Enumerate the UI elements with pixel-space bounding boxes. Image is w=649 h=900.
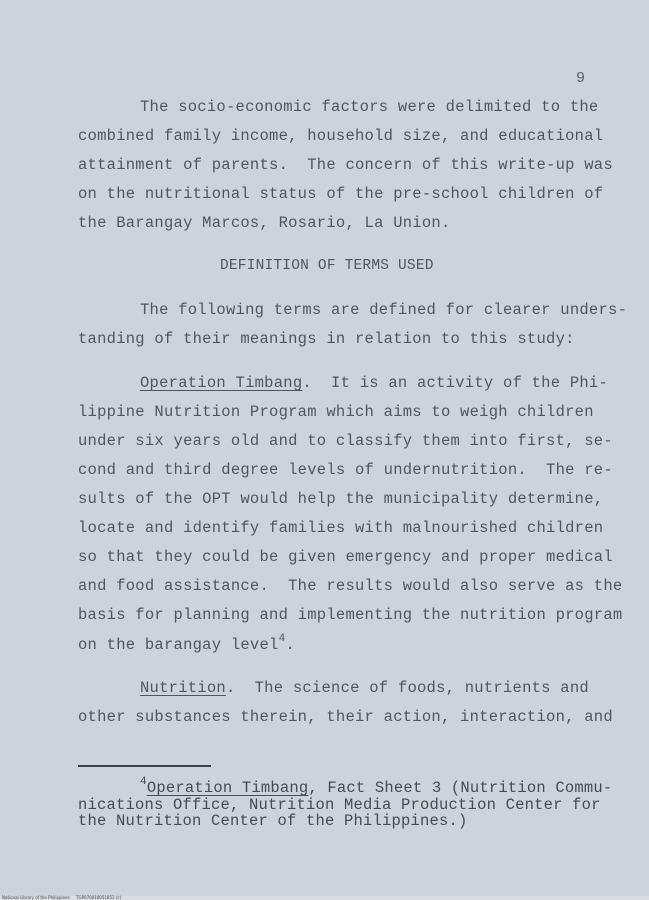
definition-line: other substances therein, their action, interaction, and [78,708,613,726]
definition-line: under six years old and to classify them into first, se- [78,432,613,450]
definition-last-line: on the barangay level$^4$. [78,633,296,654]
definition-line: cond and third degree levels of undernutrition. The re- [78,461,613,479]
footnote-text: , Fact Sheet 3 (Nutrition Commu- [308,779,613,797]
footnote-title: Operation Timbang [146,779,309,797]
scan-credit: National Library of the Philippines TGP070010051853 (c) [2,895,122,900]
term-name: Operation Timbang [140,374,303,392]
page-number: 9 [576,70,586,87]
definition-line: so that they could be given emergency and proper medical [78,548,613,566]
definition-line: lippine Nutrition Program which aims to weigh children [78,403,594,421]
definition-line: basis for planning and implementing the nutrition program [78,606,623,624]
footnote-number: 4 [140,776,147,788]
footnote-divider [78,765,211,767]
footnote-reference[interactable]: 4 [278,633,286,645]
paragraph-line: the Barangay Marcos, Rosario, La Union. [78,214,451,232]
definition-text: on the barangay level [78,636,279,654]
definition-text: . It is an activity of the Phi- [302,374,609,392]
paragraph-line: The following terms are defined for clearer unders- [140,301,628,319]
definition-line: locate and identify families with malnourished children [78,519,604,537]
paragraph-line: attainment of parents. The concern of this write-up was [78,156,613,174]
paragraph-line: on the nutritional status of the pre-school children of [78,185,604,203]
footnote-line: nications Office, Nutrition Media Production Center for [78,796,601,814]
footnote-line: the Nutrition Center of the Philippines.) [78,812,468,830]
definition-first-line [140,678,589,698]
definition-first-line [140,373,608,393]
paragraph-line: combined family income, household size, and educational [78,127,604,145]
paragraph-line: The socio-economic factors were delimited to the [140,98,599,116]
definition-text: . The science of foods, nutrients and [225,679,589,697]
paragraph-line: tanding of their meanings in relation to this study: [78,330,575,348]
section-heading: DEFINITION OF TERMS USED [220,258,434,274]
definition-line: and food assistance. The results would also serve as the [78,577,623,595]
term-name: Nutrition [140,679,226,697]
definition-line: sults of the OPT would help the municipality determine, [78,490,604,508]
